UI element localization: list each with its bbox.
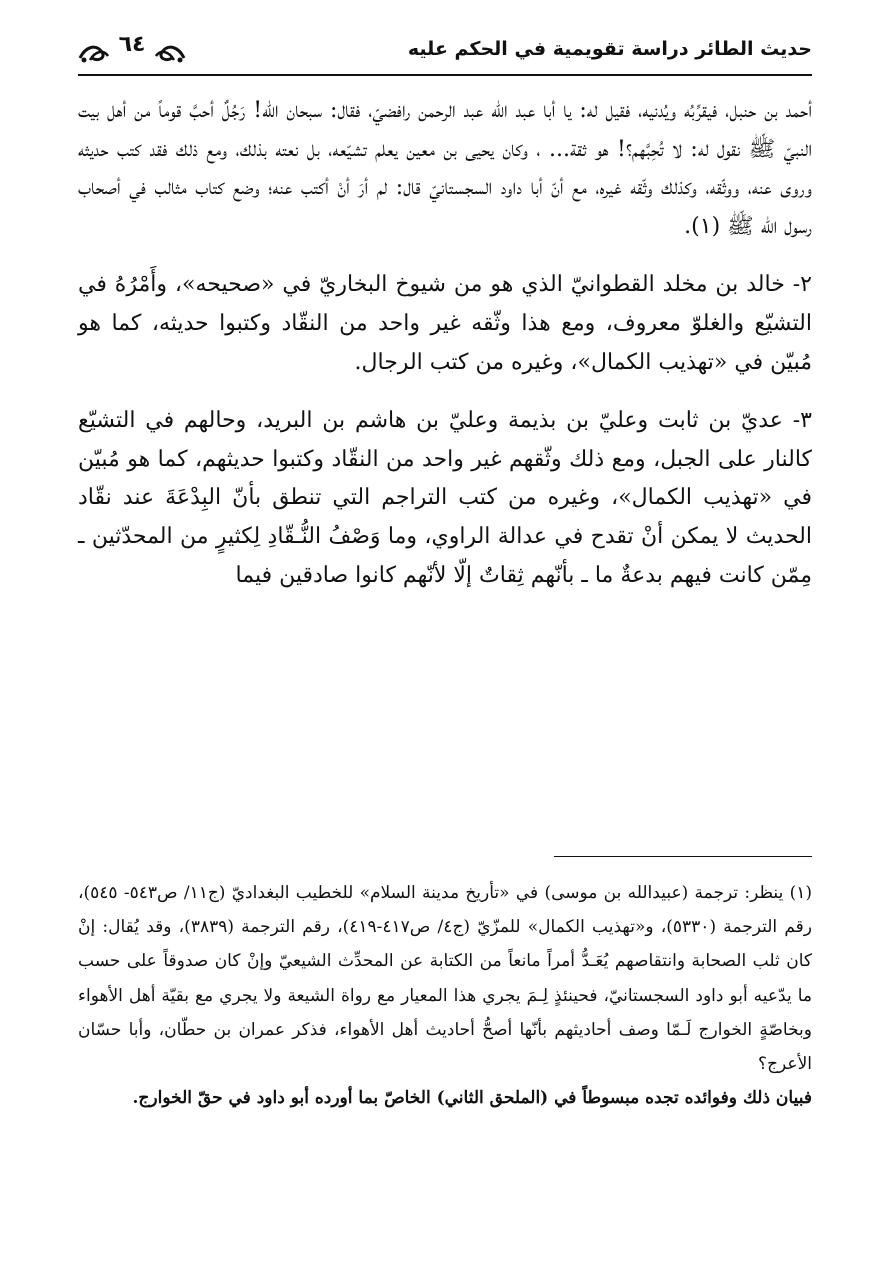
footnote-1-continuation: فبيان ذلك وفوائده تجده مبسوطاً في (الملحق الثاني) الخاصّ بما أورده أبو داود في حقّ الخوارج. [132, 1088, 812, 1109]
main-text [78, 92, 812, 595]
page-number: ٦٤ [118, 32, 146, 57]
paragraph-2: ٢- خالد بن مخلد القطوانيّ الذي هو من شيوخ البخاريّ في «صحيحه»، وأَمْرُهُ في التشيّع والغلوّ معروف، ومع هذا وثّقه غير واحد من النقّاد وكتبوا حديثه، كما هو مُبيّن في «تهذيب الكمال»، وغيره من كتب الرجال. [78, 272, 812, 375]
page-number-ornament [78, 30, 186, 70]
footnote-separator [554, 856, 812, 857]
paragraph-1: أحمد بن حنبل، فيقرِّبُه ويُدنيه، فقيل له: يا أبا عبد الله عبد الرحمن رافضيّ، فقال: سبحان الله! رَجُلٌ أحبَّ قوماً من أهل بيت النبيّ ﷺ نقول له: لا تُحِبَّهم؟! هو ثقة... ، وكان يحيى بن معين يعلم تشيّعه، بل نعته بذلك، ومع ذلك فقد كتب حديثه وروى عنه، ووثّقه، وكذلك وثّقه غيره، مع أنّ أبا داود السجستانيّ قال: لم أرَ أنْ أكتب عنه؛ وضع كتاب مثالب في أصحاب رسول الله ﷺ (١). [78, 98, 812, 239]
page-header [78, 30, 812, 74]
footnote-1: (١) ينظر: ترجمة (عبيدالله بن موسى) في «تأريخ مدينة السلام» للخطيب البغداديّ (ج١١/ ص٥٤٣- ٥٤٥)، رقم الترجمة (٥٣٣٠)، و«تهذيب الكمال» للمزّيّ (ج٤/ ص٤١٧-٤١٩)، رقم الترجمة (٣٨٣٩)، وقد يُقال: إنْ كان ثلب الصحابة وانتقاصهم يُعَـدُّ أمراً مانعاً من الكتابة عن المحدِّث الشيعيّ وإنْ كان صدوقاً على حسب ما يدّعيه أبو داود السجستانيّ، فحينئذٍ لِـمَ يجري هذا المعيار مع رواة الشيعة ولا يجري مع بقيّة أهل الأهواء وبخاصّةٍ الخوارج لَـمّا وصف أحاديثهم بأنّها أصحُّ أحاديث أهل الأهواء، فذكر عمران بن حطّان، وأبا حسّان الأعرج؟ [78, 883, 812, 1075]
paragraph-3: ٣- عديّ بن ثابت وعليّ بن بذيمة وعليّ بن هاشم بن البريد، وحالهم في التشيّع كالنار على الجبل، ومع ذلك وثّقهم غير واحد من النقّاد وكتبوا حديثهم، كما هو مُبيّن في «تهذيب الكمال»، وغيره من كتب التراجم التي تنطق بأنّ البِدْعَةَ عند نقّاد الحديث لا يمكن أنْ تقدح في عدالة الراوي، وما وَصْفُ النُّـقّادِ لِكثيرٍ من المحدّثين ـ مِمّن كانت فيهم بدعةٌ ما ـ بأنّهم ثِقاتٌ إلّا لأنّهم كانوا صادقين فيما [78, 408, 812, 588]
header-rule [78, 74, 812, 76]
running-title: حديث الطائر دراسة تقويمية في الحكم عليه [407, 38, 812, 60]
footnotes [78, 876, 812, 1115]
